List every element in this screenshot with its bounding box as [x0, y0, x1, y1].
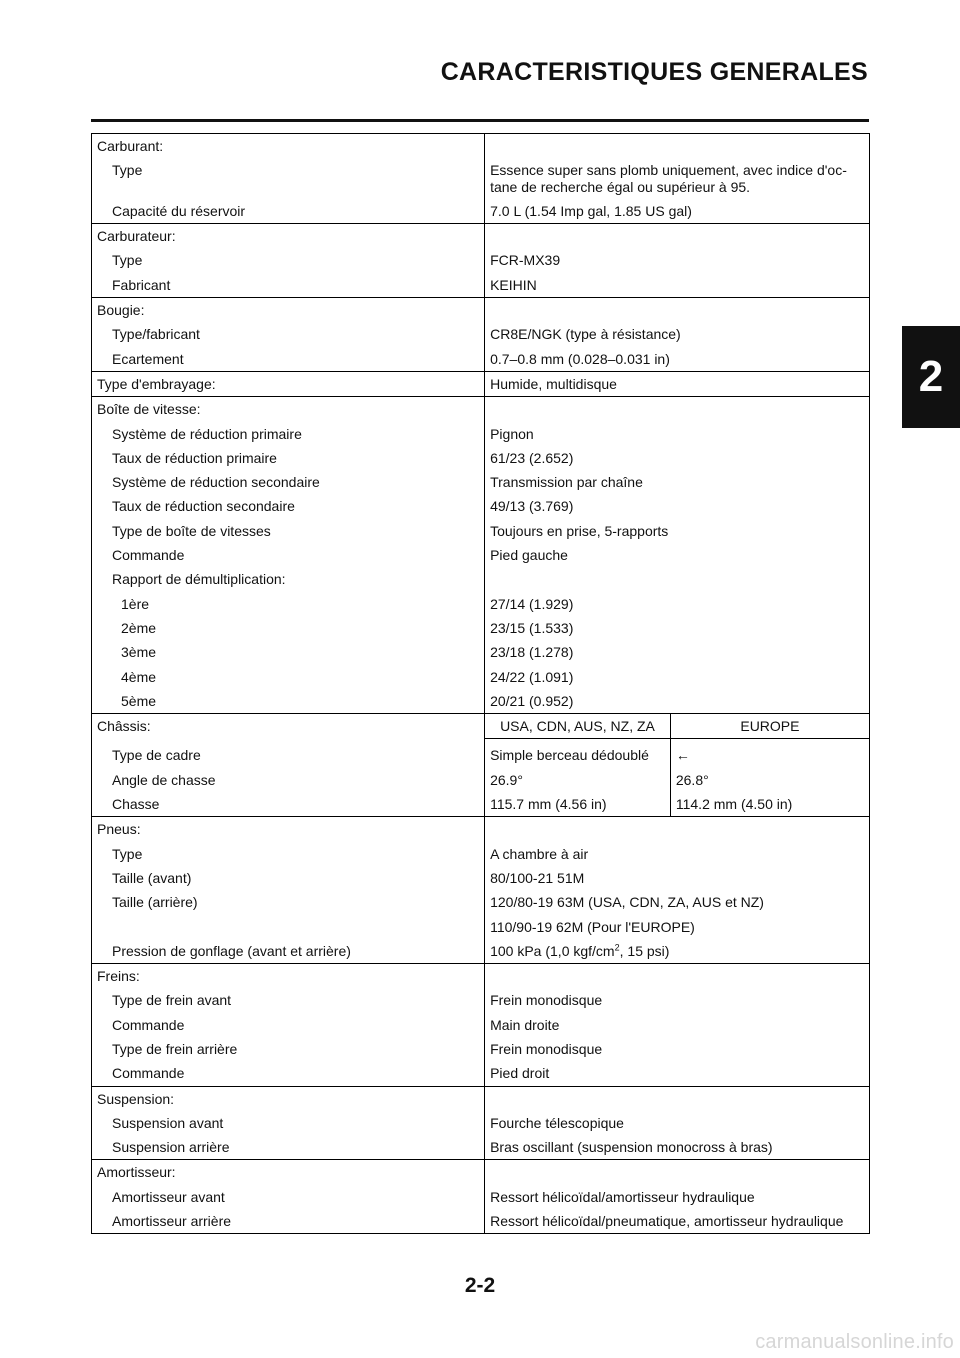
table-row: [92, 661, 870, 685]
spec-value: 26.9°: [485, 764, 671, 788]
spec-value: 100 kPa (1,0 kgf/$cm^2$, 15 psi): [485, 935, 870, 964]
spec-value: 114.2 mm (4.50 in): [670, 788, 869, 817]
gear-label: 5ème: [121, 692, 157, 709]
spec-value: 23/15 (1.533): [485, 612, 870, 636]
spec-label: Commande: [112, 1065, 185, 1082]
spec-value: Bras oscillant (suspension monocross à bras): [485, 1131, 870, 1160]
gear-label: 1ère: [121, 595, 150, 612]
spec-value: Ressort hélicoïdal/pneumatique, amortisseur hydraulique: [485, 1205, 870, 1234]
table-row: [92, 714, 870, 739]
table-row: [92, 838, 870, 862]
spec-value: Humide, multidisque: [485, 371, 870, 396]
spec-label: Type de boîte de vitesses: [112, 522, 271, 539]
watermark: carmanualsonline.info: [755, 1331, 954, 1353]
table-row: [92, 1205, 870, 1234]
spec-label: Fabricant: [112, 276, 171, 293]
section-heading: Bougie:: [92, 298, 485, 319]
spec-value: KEIHIN: [485, 269, 870, 298]
table-row: [92, 588, 870, 612]
spec-label: Ecartement: [112, 350, 184, 367]
section-heading: Type d'embrayage:: [92, 371, 485, 396]
spec-value: 27/14 (1.929): [485, 588, 870, 612]
column-header: EUROPE: [670, 714, 869, 739]
table-row: [92, 224, 870, 245]
spec-label: Suspension arrière: [112, 1139, 230, 1156]
spec-value: Fourche télescopique: [485, 1107, 870, 1131]
spec-value: 115.7 mm (4.56 in): [485, 788, 671, 817]
spec-value: CR8E/NGK (type à résistance): [485, 318, 870, 342]
spec-label: Type de frein avant: [112, 992, 232, 1009]
spec-value: Main droite: [485, 1009, 870, 1033]
table-row: [92, 636, 870, 660]
spec-value: Toujours en prise, 5-rapports: [485, 515, 870, 539]
spec-value: Frein monodisque: [485, 984, 870, 1008]
section-heading: Amortisseur:: [92, 1160, 485, 1181]
title-rule: [91, 119, 869, 122]
table-row: [92, 466, 870, 490]
table-row: [92, 984, 870, 1008]
spec-value: 61/23 (2.652): [485, 442, 870, 466]
table-row: [92, 1057, 870, 1086]
table-row: [92, 1131, 870, 1160]
table-row: [92, 764, 870, 788]
spec-label: Type de cadre: [112, 746, 201, 763]
table-row: [92, 154, 870, 195]
gear-label: 4ème: [121, 668, 157, 685]
spec-label: Type/fabricant: [112, 326, 200, 343]
table-row: [92, 318, 870, 342]
spec-value: 120/80-19 63M (USA, CDN, ZA, AUS et NZ): [485, 886, 870, 910]
spec-label: Capacité du réservoir: [112, 202, 246, 219]
table-row: [92, 1181, 870, 1205]
spec-label: Amortisseur arrière: [112, 1213, 232, 1230]
spec-label: Taux de réduction primaire: [112, 449, 277, 466]
table-row: [92, 612, 870, 636]
spec-label: Pression de gonflage (avant et arrière): [112, 942, 351, 959]
table-row: [92, 563, 870, 587]
table-row: [92, 244, 870, 268]
table-row: [92, 817, 870, 838]
spec-label: Chasse: [112, 796, 160, 813]
table-row: [92, 1086, 870, 1107]
table-row: [92, 298, 870, 319]
spec-subheading: Rapport de démultiplication:: [112, 571, 286, 588]
table-row: [92, 397, 870, 418]
section-heading: Châssis:: [92, 714, 485, 739]
spec-label: Commande: [112, 1016, 185, 1033]
section-heading: Carburateur:: [92, 224, 485, 245]
column-header: USA, CDN, AUS, NZ, ZA: [485, 714, 671, 739]
gear-label: 2ème: [121, 619, 157, 636]
spec-label: Taille (arrière): [112, 894, 198, 911]
table-row: [92, 515, 870, 539]
spec-value: 20/21 (0.952): [485, 685, 870, 714]
spec-value: Ressort hélicoïdal/amortisseur hydraulique: [485, 1181, 870, 1205]
table-row: [92, 788, 870, 817]
spec-label: Type de frein arrière: [112, 1040, 238, 1057]
table-row: [92, 343, 870, 372]
table-row: [92, 685, 870, 714]
section-heading: Pneus:: [92, 817, 485, 838]
spec-value: 110/90-19 62M (Pour l'EUROPE): [485, 911, 870, 935]
section-heading: Boîte de vitesse:: [92, 397, 485, 418]
table-row: [92, 1107, 870, 1131]
spec-value: 26.8°: [670, 764, 869, 788]
spec-table: [91, 133, 870, 1234]
spec-label: Système de réduction secondaire: [112, 474, 320, 491]
spec-label: Type: [112, 845, 143, 862]
spec-value: Transmission par chaîne: [485, 466, 870, 490]
section-heading: Freins:: [92, 964, 485, 985]
table-row: [92, 490, 870, 514]
spec-label: Type: [112, 252, 143, 269]
spec-value: 80/100-21 51M: [485, 862, 870, 886]
page-title: CARACTERISTIQUES GENERALES: [440, 58, 868, 86]
table-row: [92, 964, 870, 985]
spec-value: Simple berceau dédoublé: [485, 739, 671, 764]
spec-label: Taille (avant): [112, 869, 192, 886]
page-number: 2-2: [464, 1274, 496, 1297]
spec-value: Frein monodisque: [485, 1033, 870, 1057]
spec-label: Taux de réduction secondaire: [112, 498, 295, 515]
spec-value: ←: [670, 739, 869, 764]
spec-value: 7.0 L (1.54 Imp gal, 1.85 US gal): [485, 195, 870, 224]
spec-value: 49/13 (3.769): [485, 490, 870, 514]
spec-value: 0.7–0.8 mm (0.028–0.031 in): [485, 343, 870, 372]
spec-value: A chambre à air: [485, 838, 870, 862]
spec-value: Pignon: [485, 418, 870, 442]
table-row: [92, 539, 870, 563]
table-row: [92, 418, 870, 442]
spec-label: Système de réduction primaire: [112, 425, 302, 442]
table-row: [92, 862, 870, 886]
table-row: [92, 886, 870, 910]
gear-label: 3ème: [121, 644, 157, 661]
table-row: [92, 371, 870, 396]
table-row: [92, 134, 870, 155]
table-row: [92, 911, 870, 935]
table-row: [92, 1160, 870, 1181]
section-heading: Carburant:: [92, 134, 485, 155]
spec-value: 23/18 (1.278): [485, 636, 870, 660]
chapter-tab: 2: [902, 326, 960, 428]
spec-value: 24/22 (1.091): [485, 661, 870, 685]
table-row: [92, 195, 870, 224]
spec-label: Type: [112, 162, 143, 179]
table-row: [92, 1033, 870, 1057]
table-row: [92, 442, 870, 466]
section-heading: Suspension:: [92, 1086, 485, 1107]
table-row: [92, 269, 870, 298]
spec-value: Pied droit: [485, 1057, 870, 1086]
table-row: [92, 1009, 870, 1033]
spec-label: Suspension avant: [112, 1114, 224, 1131]
spec-value: FCR-MX39: [485, 244, 870, 268]
spec-label: Amortisseur avant: [112, 1188, 225, 1205]
spec-value: Essence super sans plomb uniquement, avec indice d'oc- tane de recherche égal ou supérieur à 95.: [485, 154, 870, 195]
spec-value: Pied gauche: [485, 539, 870, 563]
spec-label: Commande: [112, 547, 185, 564]
table-row: [92, 935, 870, 964]
spec-label: Angle de chasse: [112, 771, 216, 788]
table-row: [92, 739, 870, 764]
